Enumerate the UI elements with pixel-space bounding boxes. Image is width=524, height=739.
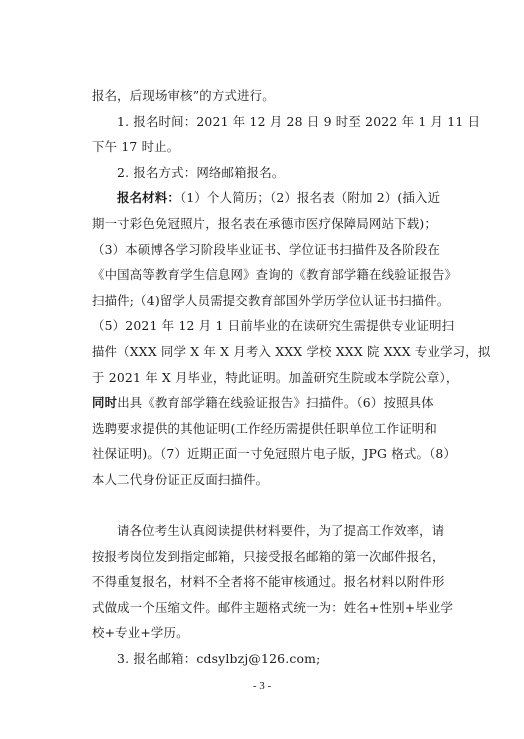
line-text: 描件（XXX 同学 X 年 X 月考入 XXX 学校 XXX 院 XXX 专业学习，拟 — [92, 343, 491, 359]
line-text: 出具《教育部学籍在线验证报告》扫描件。（6）按照具体 — [117, 395, 434, 411]
line-text: 扫描件;（4)留学人员需提交教育部国外学历学位认证书扫描件。 — [92, 292, 450, 308]
bold-lead-text: 同时 — [92, 395, 118, 411]
line-text: 下午 17 时止。 — [92, 139, 180, 155]
line-text: 社保证明)。（7）近期正面一寸免冠照片电子版，JPG 格式。（8） — [92, 446, 457, 462]
line-text: 请各位考生认真阅读提供材料要件，为了提高工作效率，请 — [117, 523, 445, 539]
text-line — [92, 416, 438, 442]
line-text: 报名，后现场审核”的方式进行。 — [92, 88, 275, 103]
text-line — [92, 339, 491, 365]
line-text: 2. 报名方式：网络邮箱报名。 — [117, 164, 285, 180]
text-line — [92, 595, 454, 621]
text-line — [92, 109, 481, 135]
text-line — [92, 518, 445, 544]
text-line — [92, 620, 438, 646]
line-text: 于 2021 年 X 月毕业，特此证明。加盖研究生院或本学院公章）， — [92, 369, 459, 385]
line-text: （5）2021 年 12 月 1 日前毕业的在读研究生需提供专业证明扫 — [92, 318, 455, 334]
line-text: 《中国高等教育学生信息网》查询的《教育部学籍在线验证报告》 — [92, 267, 458, 283]
text-line — [92, 441, 457, 467]
line-text: （1）个人简历；（2）报名表（附加 2）(插入近 — [179, 190, 441, 206]
text-line — [92, 493, 438, 519]
document-body — [92, 83, 491, 672]
line-text: 式做成一个压缩文件。邮件主题格式统一为：姓名+性别+毕业学 — [92, 599, 454, 615]
text-line — [92, 160, 438, 186]
line-text: 本人二代身份证正反面扫描件。 — [92, 471, 269, 487]
page-number: - 3 - — [252, 680, 272, 692]
text-line — [92, 365, 459, 391]
line-text: 校+专业+学历。 — [92, 625, 189, 641]
text-line — [92, 237, 441, 263]
text-line — [92, 185, 441, 211]
bold-lead-text: 报名材料： — [117, 190, 180, 206]
text-line — [92, 83, 438, 109]
line-text: 1. 报名时间：2021 年 12 月 28 日 9 时至 2022 年 1 月 11 日 — [117, 113, 481, 129]
text-line — [92, 467, 438, 493]
text-line — [92, 646, 438, 672]
text-line — [92, 134, 438, 160]
line-text: 3. 报名邮箱：cdsylbzj@126.com; — [117, 651, 321, 667]
text-line — [92, 544, 445, 570]
text-line — [92, 390, 438, 416]
line-text: （3）本硕博各学习阶段毕业证书、学位证书扫描件及各阶段在 — [92, 241, 441, 257]
text-line — [92, 211, 438, 237]
line-text: 选聘要求提供的其他证明(工作经历需提供任职单位工作证明和 — [92, 420, 437, 436]
text-line — [92, 313, 455, 339]
line-text: 期一寸彩色免冠照片，报名表在承德市医疗保障局网站下载)； — [92, 215, 437, 231]
line-text: 按报考岗位发到指定邮箱，只接受报名邮箱的第一次邮件报名， — [92, 548, 445, 564]
text-line — [92, 569, 445, 595]
line-text: 不得重复报名，材料不全者将不能审核通过。报名材料以附件形 — [92, 574, 445, 590]
text-line — [92, 288, 450, 314]
text-line — [92, 262, 458, 288]
